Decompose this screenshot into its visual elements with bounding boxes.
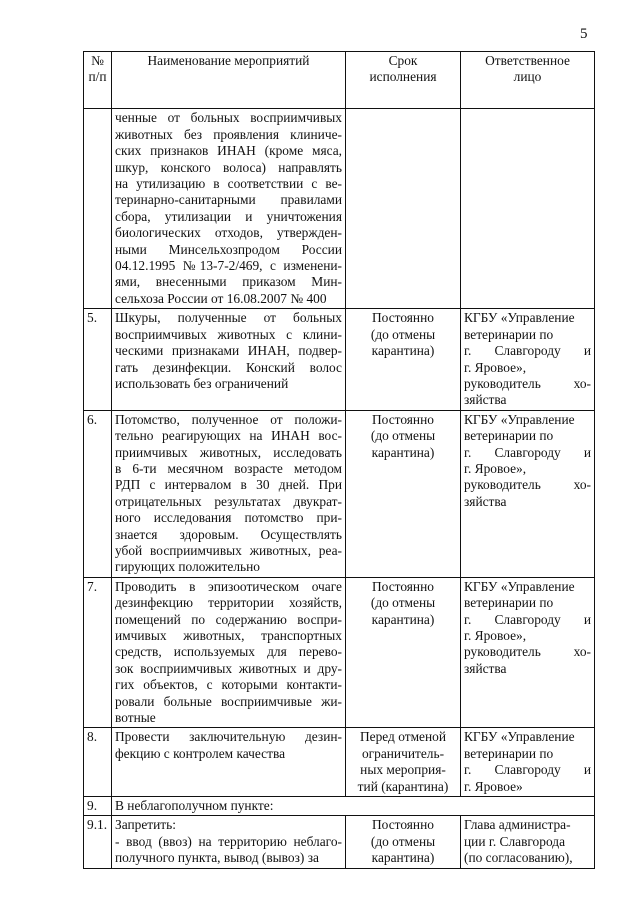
description-line: ческими признаками ИНАН, подвер- — [115, 343, 342, 359]
responsible-line: (по согласованию), — [464, 850, 573, 866]
description-line: сбора, утилизации и уничтожения — [115, 208, 342, 224]
responsible-line: г. Яровое», — [464, 359, 527, 375]
description-line: ными Минсельхозпродом России — [115, 241, 342, 257]
term-line: карантина) — [371, 850, 435, 866]
row-number: 9.1. — [84, 816, 112, 868]
table-header-row — [84, 52, 595, 109]
term-line: (до отмены — [370, 428, 436, 444]
responsible-line: руководитель хо- — [464, 644, 591, 660]
description-line: гать дезинфекции. Конский волос — [115, 359, 342, 375]
execution-term — [346, 309, 461, 410]
description-line: дезинфекцию территории хозяйств, — [115, 595, 342, 611]
description-line: шкур, конского волоса) направлять — [115, 159, 342, 175]
description-line: Потомство, полученное от положи- — [115, 411, 342, 427]
responsible-line: зяйства — [464, 660, 507, 676]
description-line: - ввод (ввоз) на территорию неблаго- — [115, 833, 342, 849]
term-line: тий (карантина) — [357, 778, 449, 794]
description-line: биологических отходов, утвержден- — [115, 225, 342, 241]
responsible-line: ветеринарии по — [464, 326, 554, 342]
description-line: гирующих положительно — [115, 559, 260, 575]
term-line: (до отмены — [370, 326, 436, 342]
responsible-person — [461, 109, 595, 309]
responsible-line: ции г. Славгорода — [464, 833, 566, 849]
table-row — [84, 797, 595, 816]
measure-description — [112, 816, 346, 868]
row-number — [84, 109, 112, 309]
table-row — [84, 109, 595, 309]
execution-term — [346, 109, 461, 309]
description-line: 04.12.1995 №13-7-2/469, с изменени- — [115, 258, 342, 274]
term-line: (до отмены — [370, 833, 436, 849]
responsible-line: руководитель хо- — [464, 477, 591, 493]
responsible-line: КГБУ «Управление — [464, 729, 575, 745]
description-line: использовать без ограничений — [115, 375, 289, 391]
description-line: ченные от больных восприимчивых — [115, 110, 342, 126]
description-line: Запретить: — [115, 817, 176, 833]
row-number: 5. — [84, 309, 112, 410]
description-line: знается здоровым. Осуществлять — [115, 526, 342, 542]
term-line: карантина) — [371, 611, 435, 627]
execution-term — [346, 577, 461, 728]
execution-term — [346, 816, 461, 868]
responsible-line: КГБУ «Управление — [464, 578, 575, 594]
term-line: Перед отменой — [359, 729, 447, 745]
responsible-line: г. Славгороду и — [464, 343, 591, 359]
page-number: 5 — [580, 26, 588, 42]
description-line: ских признаков ИНАН (кроме мяса, — [115, 143, 342, 159]
description-line: теринарно-санитарными правилами — [115, 192, 342, 208]
term-line: Постоянно — [372, 817, 434, 833]
responsible-line: зяйства — [464, 493, 507, 509]
description-line: средств, используемых для перево- — [115, 644, 342, 660]
responsible-line: г. Славгороду и — [464, 611, 591, 627]
description-line: получного пункта, вывод (вывоз) за — [115, 850, 319, 866]
responsible-line: г. Славгороду и — [464, 444, 591, 460]
row-number: 6. — [84, 410, 112, 577]
responsible-person — [461, 577, 595, 728]
table-row — [84, 309, 595, 410]
description-line: вотные — [115, 710, 156, 726]
measure-description — [112, 728, 346, 797]
description-line: ного исследования потомство при- — [115, 510, 342, 526]
responsible-line: Глава администра- — [464, 817, 571, 833]
description-line: имчивых животных, транспортных — [115, 628, 342, 643]
responsible-person — [461, 816, 595, 868]
execution-term — [346, 728, 461, 797]
measure-description — [112, 309, 346, 410]
row-number: 7. — [84, 577, 112, 728]
term-line: ных мероприя- — [360, 762, 446, 778]
responsible-line: КГБУ «Управление — [464, 310, 575, 326]
term-line: ограничитель- — [361, 745, 445, 761]
description-line: восприимчивых животных с клини- — [115, 326, 342, 342]
execution-term — [346, 410, 461, 577]
description-line: гих объектов, с которыми контакти- — [115, 677, 342, 693]
responsible-person — [461, 309, 595, 410]
description-line: на утилизацию в соответствии с ве- — [115, 176, 342, 192]
description-line: В неблагополучном пункте: — [115, 798, 274, 814]
description-line: фекцию с контролем качества — [115, 745, 286, 761]
term-line: (до отмены — [370, 595, 436, 611]
description-line: ями, внесенными приказом Мин- — [115, 274, 342, 290]
term-line: Постоянно — [372, 411, 434, 427]
description-line: тельно реагирующих на ИНАН вос- — [115, 428, 342, 444]
measure-description — [112, 577, 346, 728]
responsible-person — [461, 410, 595, 577]
header-responsible: Ответственное лицо — [461, 52, 595, 109]
measure-description — [112, 797, 595, 816]
description-line: Проводить в эпизоотическом очаге — [115, 578, 342, 594]
term-line: карантина) — [371, 343, 435, 359]
table-row — [84, 577, 595, 728]
table-row — [84, 728, 595, 797]
description-line: приимчивых животных, исследовать — [115, 444, 342, 460]
description-line: сельхоза России от 16.08.2007 № 400 — [115, 290, 327, 306]
description-line: отрицательных результатах двукрат- — [115, 493, 342, 509]
responsible-line: ветеринарии по — [464, 595, 554, 611]
responsible-line: ветеринарии по — [464, 428, 554, 444]
action-plan-table — [83, 51, 595, 869]
description-line: Шкуры, полученные от больных — [115, 310, 342, 326]
responsible-line: зяйства — [464, 392, 507, 408]
header-number: № п/п — [84, 52, 112, 109]
term-line: Постоянно — [372, 578, 434, 594]
row-number: 8. — [84, 728, 112, 797]
table-row — [84, 410, 595, 577]
term-line: карантина) — [371, 444, 435, 460]
responsible-line: г. Яровое» — [464, 778, 523, 794]
description-line: зок восприимчивых животных и дру- — [115, 660, 342, 676]
term-line: Постоянно — [372, 310, 434, 326]
description-line: в 6-ти месячном возрасте методом — [115, 460, 342, 476]
description-line: помещений по содержанию воспри- — [115, 611, 342, 627]
header-term: Срок исполнения — [346, 52, 461, 109]
measure-description — [112, 109, 346, 309]
header-name: Наименование мероприятий — [112, 52, 346, 109]
responsible-line: г. Яровое», — [464, 628, 527, 643]
responsible-line: КГБУ «Управление — [464, 411, 575, 427]
measure-description — [112, 410, 346, 577]
table-row — [84, 816, 595, 868]
row-number: 9. — [84, 797, 112, 816]
description-line: убой восприимчивых животных, реа- — [115, 542, 342, 558]
description-line: РДП с интервалом в 30 дней. При — [115, 477, 342, 493]
description-line: ровали больные восприимчивые жи- — [115, 693, 342, 709]
responsible-line: руководитель хо- — [464, 375, 591, 391]
responsible-line: г. Яровое», — [464, 460, 527, 476]
responsible-person — [461, 728, 595, 797]
description-line: Провести заключительную дезин- — [115, 729, 342, 745]
responsible-line: г. Славгороду и — [464, 762, 591, 778]
responsible-line: ветеринарии по — [464, 745, 554, 761]
description-line: животных без проявления клиниче- — [115, 126, 342, 142]
